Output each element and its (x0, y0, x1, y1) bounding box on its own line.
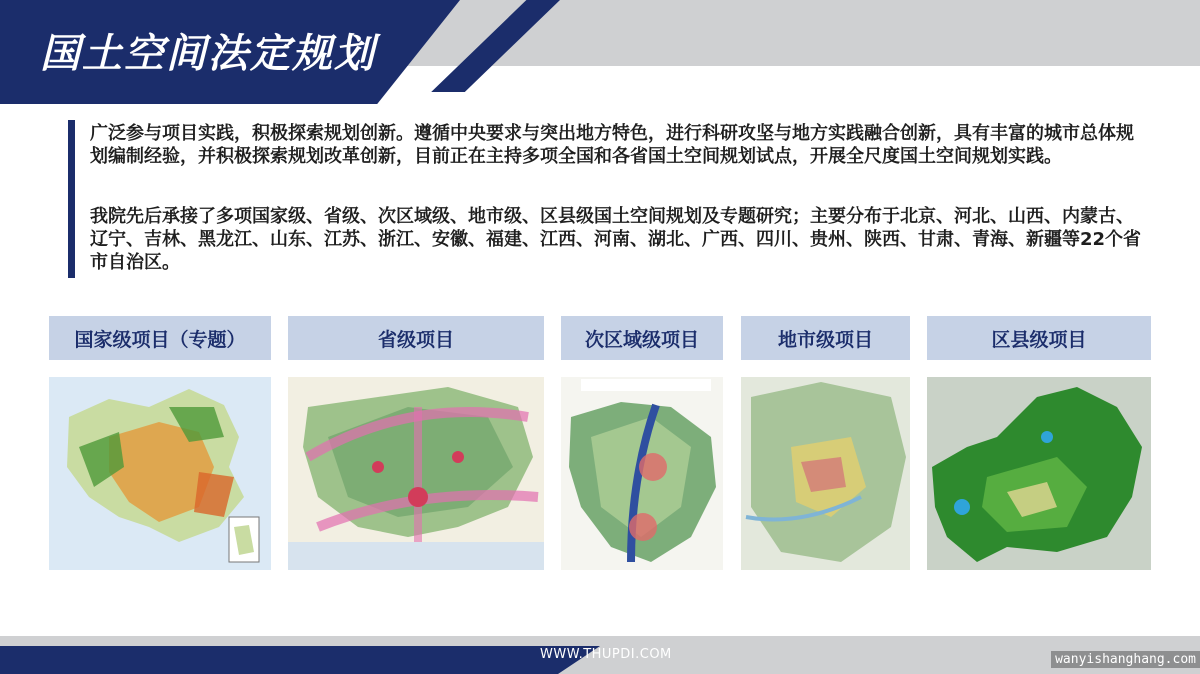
page-title: 国土空间法定规划 (40, 31, 376, 77)
county-map-image (927, 377, 1151, 570)
footer-navy-band (0, 646, 600, 674)
footer-url[interactable]: WWW.THUPDI.COM (540, 647, 672, 662)
category-label-subregional: 次区域级项目 (561, 316, 723, 360)
national-map-image (49, 377, 271, 570)
prefecture-map-image (741, 377, 910, 570)
category-label-provincial: 省级项目 (288, 316, 544, 360)
category-label-prefecture: 地市级项目 (741, 316, 910, 360)
watermark-text: wanyishanghang.com (1051, 651, 1200, 668)
intro-text-block (68, 120, 1148, 278)
provincial-map-image (288, 377, 544, 570)
category-label-county: 区县级项目 (927, 316, 1151, 360)
intro-accent-bar (68, 120, 75, 278)
intro-paragraph-2: 我院先后承接了多项国家级、省级、次区域级、地市级、区县级国土空间规划及专题研究；主要分布于北京、河北、山西、内蒙古、辽宁、吉林、黑龙江、山东、江苏、浙江、安徽、福建、江西、河南、湖北、广西、四川、贵州、陕西、甘肃、青海、新疆等22个省市自治区。 (90, 206, 1142, 273)
intro-paragraph-1: 广泛参与项目实践，积极探索规划创新。遵循中央要求与突出地方特色，进行科研攻坚与地方实践融合创新，具有丰富的城市总体规划编制经验，并积极探索规划改革创新，目前正在主持多项全国和各省国土空间规划试点，开展全尺度国土空间规划实践。 (90, 123, 1134, 167)
subregional-map-image (561, 377, 723, 570)
category-label-national: 国家级项目（专题） (49, 316, 271, 360)
